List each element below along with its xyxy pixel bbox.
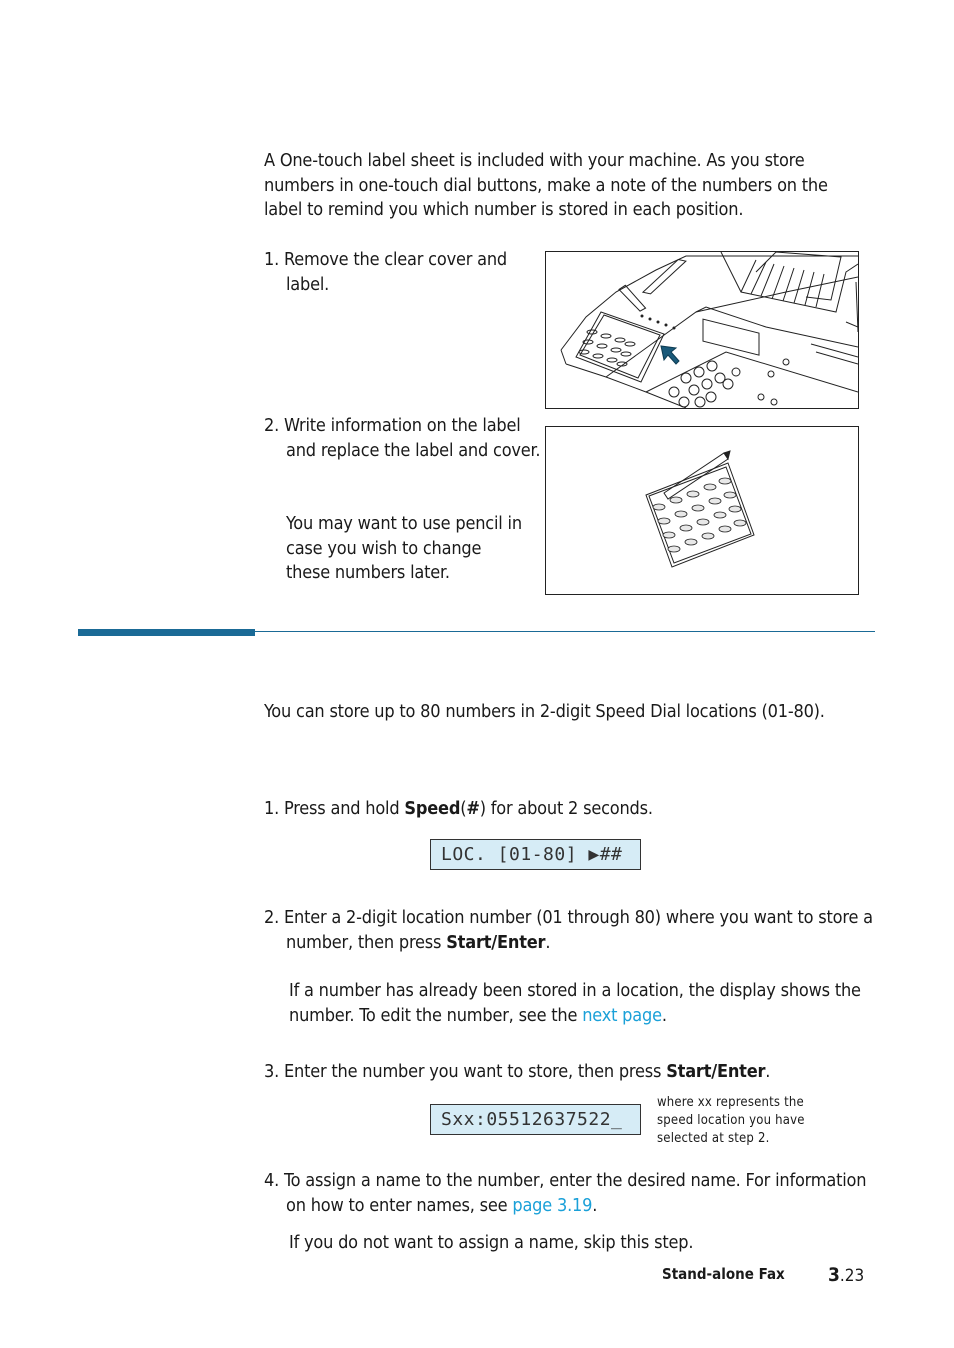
label-step-1: 1. Remove the clear cover and label. bbox=[264, 249, 507, 295]
section-rule-thin bbox=[255, 631, 875, 632]
label-step-2: 2. Write information on the label and replace the label and cover. bbox=[264, 415, 541, 461]
section-rule-thick bbox=[78, 629, 255, 636]
lcd-display-location: LOC. [01-80] ▶## bbox=[430, 839, 641, 870]
speed-step-2-note: If a number has already been stored in a location, the display shows the number. To edit the number, see the next page. bbox=[289, 980, 861, 1026]
lcd-display-number: Sxx:05512637522_ bbox=[430, 1104, 641, 1135]
speed-step-2: 2. Enter a 2-digit location number (01 through 80) where you want to store a number, then press Start/Enter. bbox=[264, 907, 873, 953]
start-enter-key-label: Start/Enter bbox=[666, 1061, 766, 1082]
speed-step-1: 1. Press and hold Speed(#) for about 2 seconds. bbox=[264, 798, 653, 819]
label-sheet-illustration bbox=[545, 426, 859, 595]
speed-step-3: 3. Enter the number you want to store, then press Start/Enter. bbox=[264, 1061, 771, 1082]
speed-step-4: 4. To assign a name to the number, enter the desired name. For information on how to enter names, see page 3.19. bbox=[264, 1170, 867, 1216]
fax-machine-drawing bbox=[546, 252, 858, 408]
next-page-link[interactable]: next page bbox=[582, 1004, 662, 1026]
lcd-caption: where xx represents the speed location you have selected at step 2. bbox=[657, 1095, 805, 1146]
speed-step-4-note: If you do not want to assign a name, skip this step. bbox=[289, 1232, 694, 1253]
hash-key-label: # bbox=[466, 798, 480, 819]
footer-section-title: Stand-alone Fax bbox=[662, 1265, 785, 1283]
speed-key-label: Speed bbox=[404, 798, 461, 819]
page-number: 3.23 bbox=[828, 1264, 865, 1286]
fax-machine-illustration bbox=[545, 251, 859, 409]
label-sheet-drawing bbox=[546, 427, 858, 594]
label-step-2-note: You may want to use pencil in case you wish to change these numbers later. bbox=[286, 513, 522, 583]
start-enter-key-label: Start/Enter bbox=[446, 931, 546, 953]
intro-paragraph: A One-touch label sheet is included with your machine. As you store numbers in one-touch dial buttons, make a note of the numbers on the label to remind you which number is stored in each position. bbox=[264, 150, 828, 220]
page-3-19-link[interactable]: page 3.19 bbox=[512, 1194, 593, 1216]
speed-dial-intro: You can store up to 80 numbers in 2-digit Speed Dial locations (01-80). bbox=[264, 701, 825, 722]
